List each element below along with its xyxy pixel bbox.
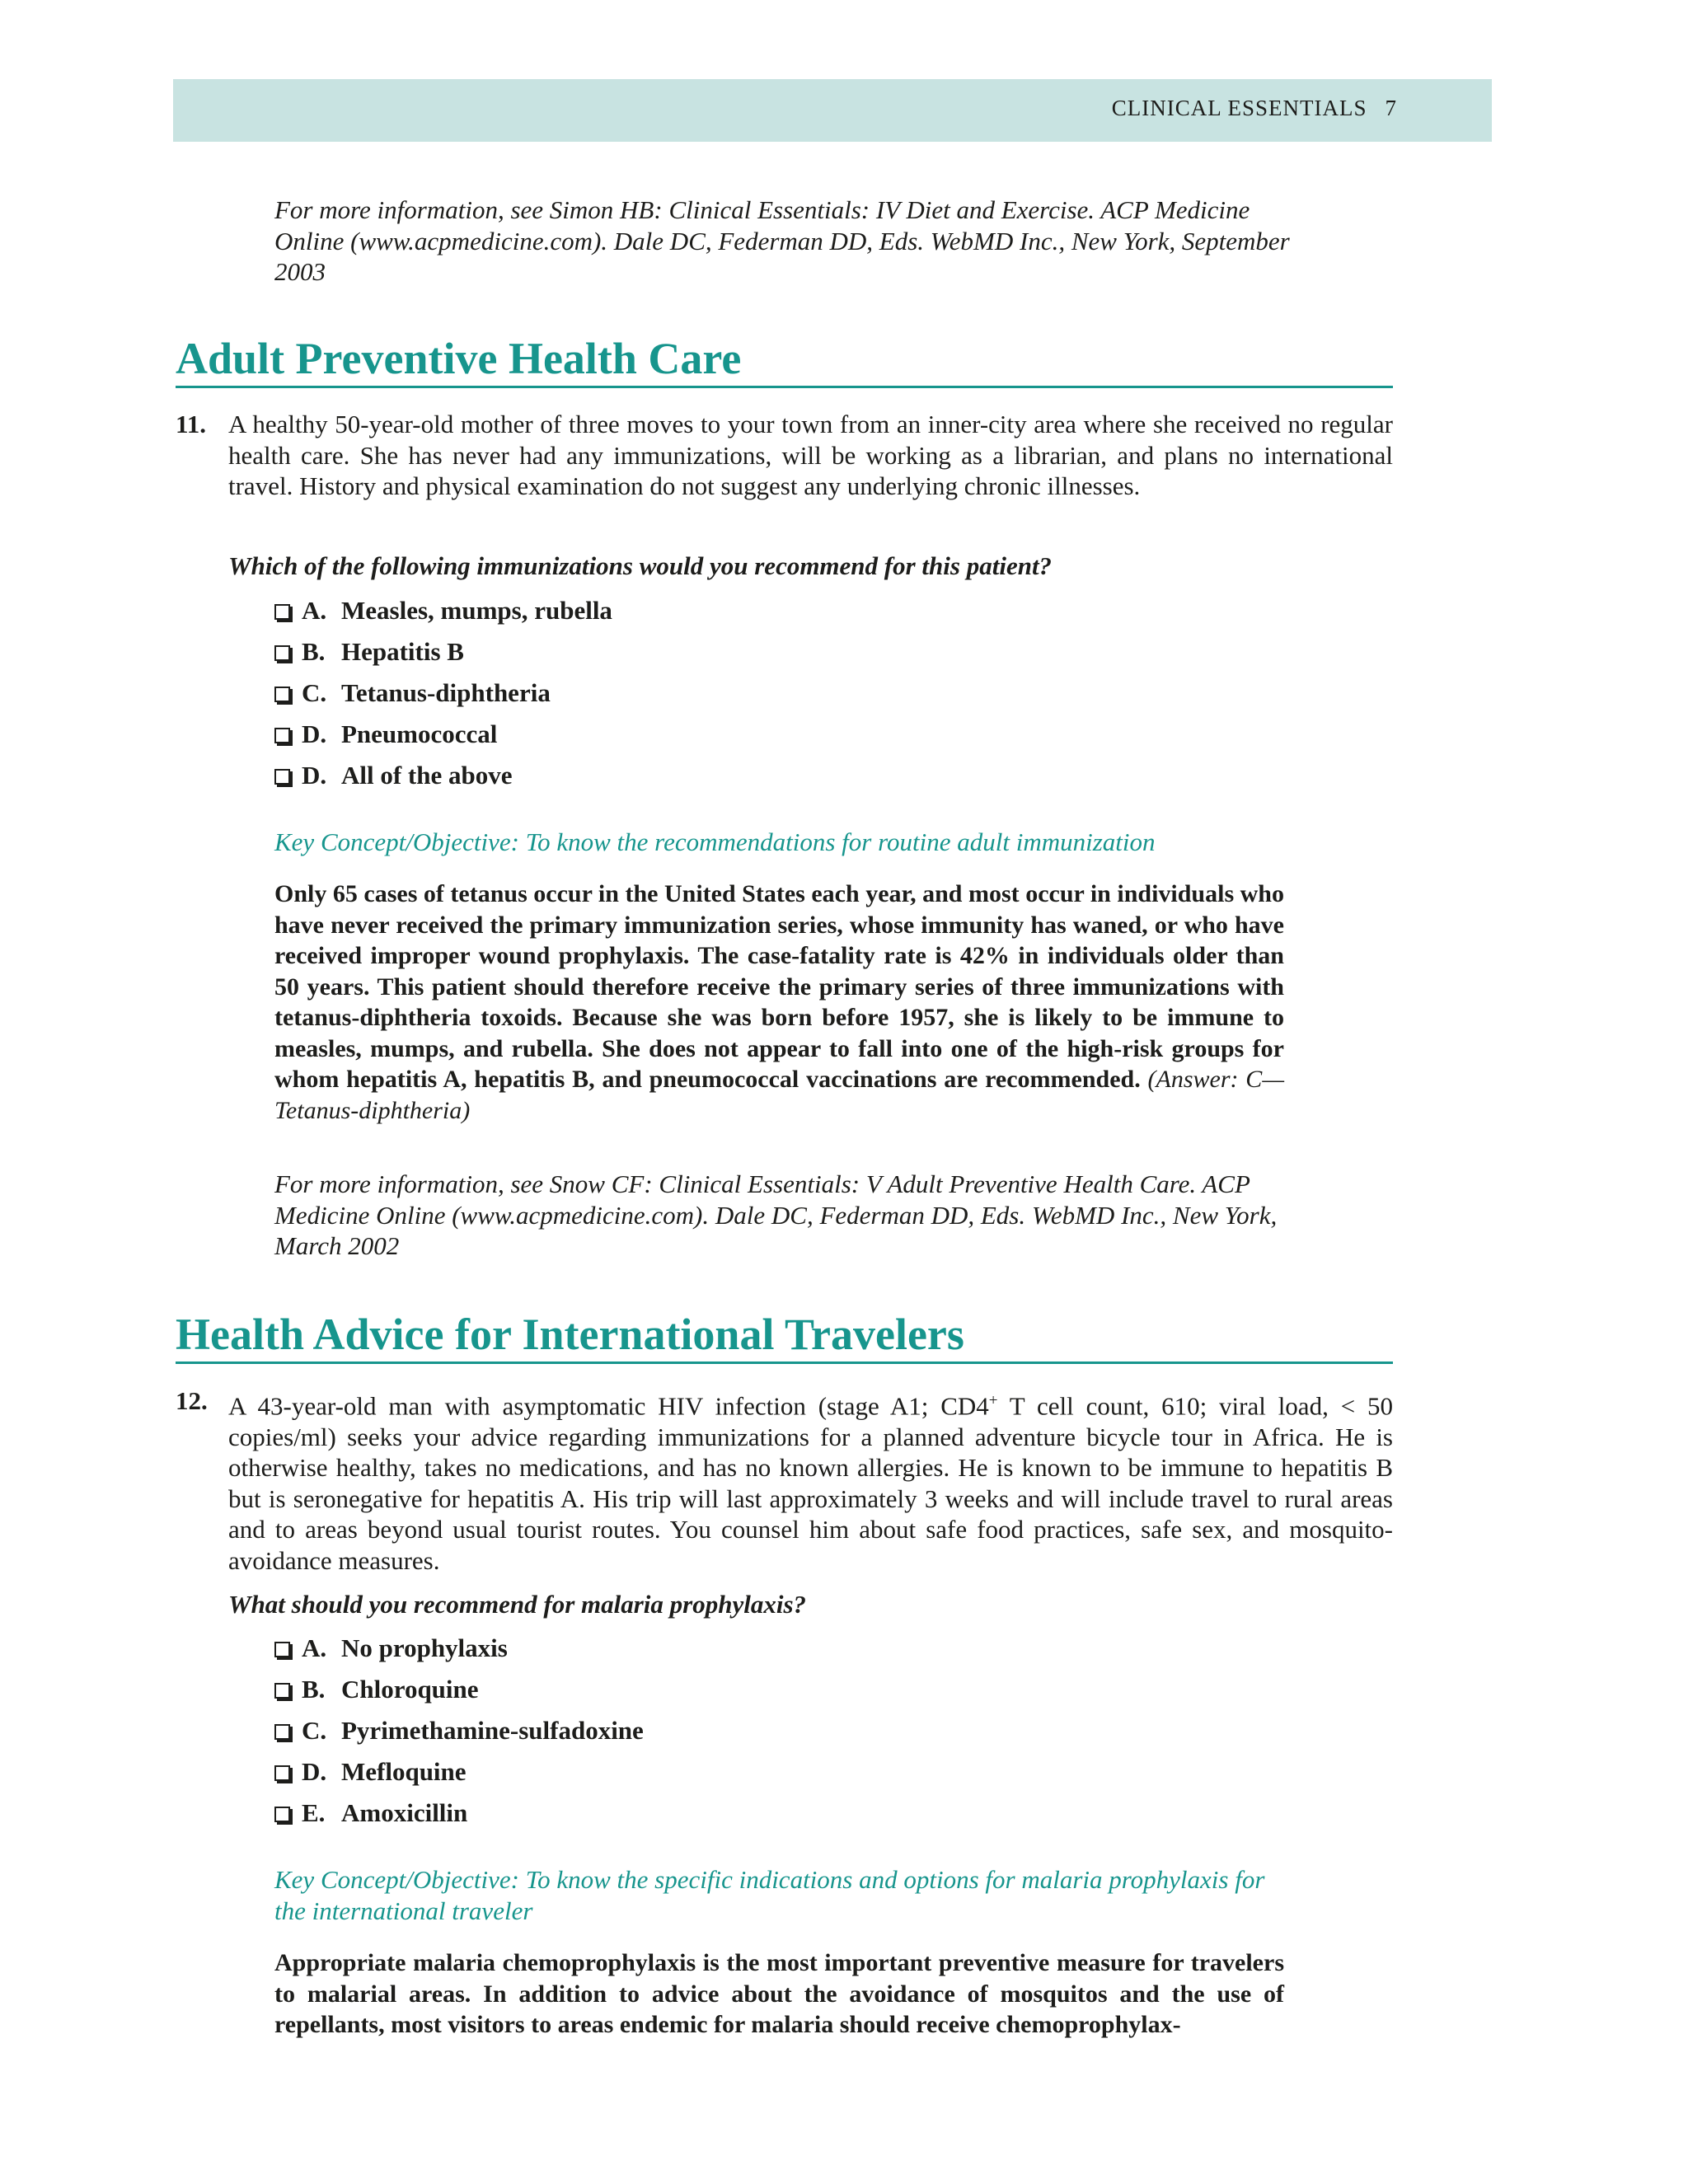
- checkbox-icon[interactable]: [274, 604, 290, 620]
- section-title-international-travelers: Health Advice for International Travelers: [176, 1309, 1393, 1364]
- option-text: Tetanus-diphtheria: [341, 678, 551, 707]
- checkbox-icon[interactable]: [274, 1683, 290, 1699]
- reference-diet-exercise: For more information, see Simon HB: Clinical Essentials: IV Diet and Exercise. ACP Medicine Online (www.acpmedicine.com). Dale DC, Federman DD, Eds. WebMD Inc., New York, September 2003: [274, 195, 1290, 286]
- answer-option-d[interactable]: [274, 1756, 644, 1797]
- answer-option-e[interactable]: [274, 1797, 644, 1839]
- checkbox-icon[interactable]: [274, 1642, 290, 1657]
- question-stem: A healthy 50-year-old mother of three moves to your town from an inner-city area where she received no regular health care. She has never had any immunizations, will be working as a librarian, and plans no international travel. History and physical examination do not suggest any underlying chronic illnesses.: [228, 410, 1393, 500]
- answer-text: (Answer: C—Tetanus-diphtheria): [274, 1066, 1284, 1124]
- option-text: Chloroquine: [341, 1675, 479, 1704]
- answer-option-b[interactable]: [274, 1674, 644, 1715]
- question-prompt: What should you recommend for malaria prophylaxis?: [228, 1590, 807, 1619]
- answer-option-a[interactable]: [274, 1633, 644, 1674]
- option-text: No prophylaxis: [341, 1633, 508, 1662]
- running-header: [173, 79, 1492, 142]
- option-text: Amoxicillin: [341, 1798, 468, 1827]
- stem-text-start: A 43-year-old man with asymptomatic HIV infection (stage A1; CD4: [228, 1391, 989, 1421]
- key-concept: Key Concept/Objective: To know the specific indications and options for malaria prophylaxis for the international traveler: [274, 1865, 1265, 1925]
- option-letter: D.: [302, 719, 327, 748]
- reference-preventive-care: For more information, see Snow CF: Clinical Essentials: V Adult Preventive Health Care. ACP Medicine Online (www.acpmedicine.com). Dale DC, Federman DD, Eds. WebMD Inc., New York, March 2002: [274, 1169, 1278, 1260]
- option-text: Pneumococcal: [341, 719, 498, 748]
- option-text: Measles, mumps, rubella: [341, 596, 612, 625]
- explanation: [274, 879, 1284, 1126]
- checkbox-icon[interactable]: [274, 769, 290, 785]
- option-letter: A.: [302, 596, 327, 625]
- header-text: [1112, 96, 1397, 121]
- explanation: Appropriate malaria chemoprophylaxis is the most important preventive measure for travelers to malarial areas. In addition to advice about the avoidance of mosquitos and the use of repellants, most visitors to areas endemic for malaria should receive chemoprophylax-: [274, 1949, 1284, 2038]
- checkbox-icon[interactable]: [274, 1724, 290, 1740]
- option-text: Mefloquine: [341, 1757, 467, 1786]
- answer-option-d-all[interactable]: [274, 760, 612, 801]
- page-number: 7: [1385, 96, 1397, 120]
- answer-option-c[interactable]: [274, 1715, 644, 1756]
- stem-text-end: T cell count, 610; viral load, < 50 copies/ml) seeks your advice regarding immunizations for a planned adventure bicycle tour in Africa. He is otherwise healthy, takes no medications, and has no known allergies. He is known to be immune to hepatitis B but is seronegative for hepatitis A. His trip will last approximately 3 weeks and will include travel to rural areas and to areas beyond usual tourist routes. You counsel him about safe food practices, safe sex, and mosquito-avoidance measures.: [228, 1391, 1393, 1575]
- answer-option-b[interactable]: [274, 636, 612, 677]
- option-letter: C.: [302, 1716, 327, 1745]
- answer-options: [274, 1633, 644, 1839]
- question-stem: [228, 1385, 1393, 1576]
- option-letter: C.: [302, 678, 327, 707]
- running-title: CLINICAL ESSENTIALS: [1111, 96, 1367, 120]
- option-text: Pyrimethamine-sulfadoxine: [341, 1716, 644, 1745]
- question-number: 12.: [176, 1386, 208, 1415]
- option-letter: D.: [302, 761, 327, 790]
- answer-option-a[interactable]: [274, 595, 612, 636]
- question-prompt: Which of the following immunizations would you recommend for this patient?: [228, 551, 1053, 580]
- checkbox-icon[interactable]: [274, 1765, 290, 1781]
- explanation-text: Only 65 cases of tetanus occur in the United States each year, and most occur in individuals who have never received the primary immunization series, whose immunity has waned, or who have received improper wound prophylaxis. The case-fatality rate is 42% in individuals older than 50 years. This patient should therefore receive the primary series of three immunizations with tetanus-diphtheria toxoids. Because she was born before 1957, she is likely to be immune to measles, mumps, and rubella. She does not appear to fall into one of the high-risk groups for whom hepatitis A, hepatitis B, and pneumococcal vaccinations are recommended.: [274, 880, 1284, 1093]
- option-letter: B.: [302, 1675, 326, 1704]
- checkbox-icon[interactable]: [274, 645, 290, 661]
- superscript-plus: +: [988, 1392, 998, 1409]
- option-text: Hepatitis B: [341, 637, 464, 666]
- option-letter: A.: [302, 1633, 327, 1662]
- checkbox-icon[interactable]: [274, 687, 290, 702]
- option-letter: D.: [302, 1757, 327, 1786]
- key-concept: Key Concept/Objective: To know the recommendations for routine adult immunization: [274, 827, 1156, 856]
- answer-option-d[interactable]: [274, 719, 612, 760]
- checkbox-icon[interactable]: [274, 728, 290, 743]
- answer-option-c[interactable]: [274, 677, 612, 719]
- answer-options: [274, 595, 612, 801]
- option-letter: B.: [302, 637, 326, 666]
- option-letter: E.: [302, 1798, 326, 1827]
- section-title-adult-preventive: Adult Preventive Health Care: [176, 333, 1393, 388]
- option-text: All of the above: [341, 761, 513, 790]
- checkbox-icon[interactable]: [274, 1807, 290, 1822]
- question-number: 11.: [176, 410, 207, 438]
